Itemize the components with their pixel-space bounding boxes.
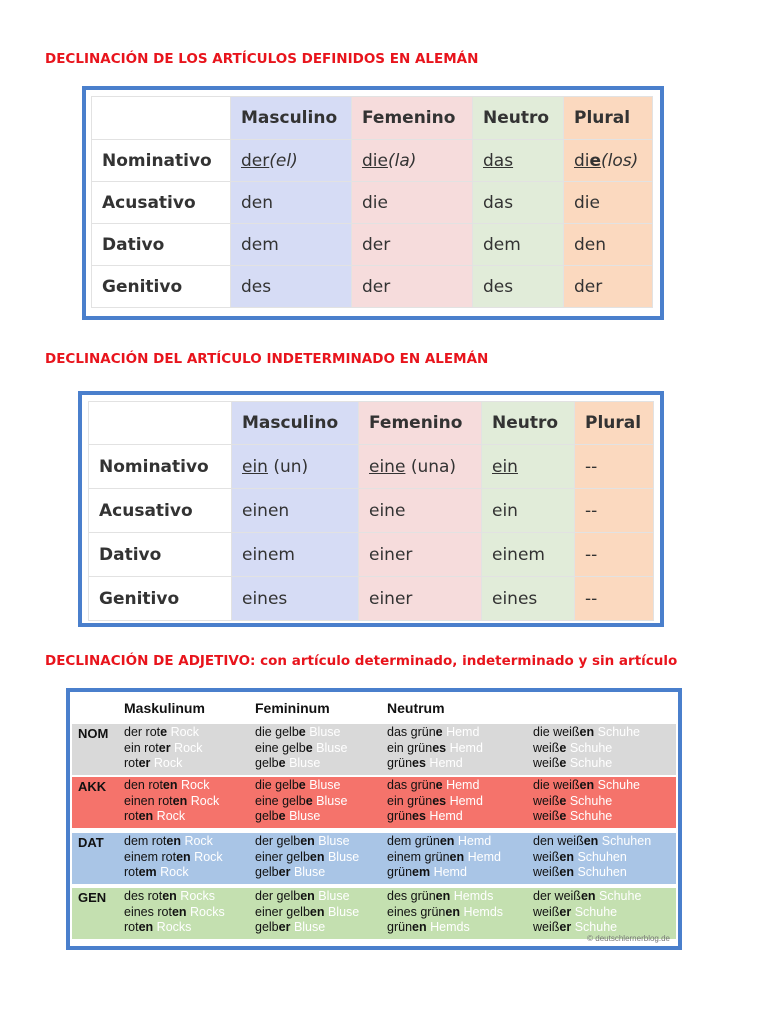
heading-indefinite-article: DECLINACIÓN DEL ARTÍCULO INDETERMINADO EN ALEMÁN bbox=[45, 351, 489, 367]
declension-column bbox=[387, 725, 483, 772]
noun: Schuhen bbox=[574, 865, 627, 879]
declension-column bbox=[255, 889, 359, 936]
cell-neut: ein bbox=[482, 445, 575, 489]
ending: en bbox=[579, 725, 595, 739]
noun: Hemd bbox=[442, 725, 480, 739]
cell-plural: -- bbox=[575, 445, 654, 489]
ending: er bbox=[278, 865, 291, 879]
cell-fem: eine bbox=[359, 489, 482, 533]
declension-column bbox=[255, 778, 347, 825]
header-plural: Plural bbox=[575, 402, 654, 445]
noun: Hemds bbox=[426, 920, 470, 934]
header-femininum: Femininum bbox=[255, 700, 330, 716]
ending: en bbox=[412, 920, 427, 934]
cell-plural: der bbox=[564, 266, 653, 308]
declension-line bbox=[255, 889, 359, 905]
noun: Rock bbox=[177, 778, 210, 792]
copyright-notice: © deutschlernerblog.de bbox=[587, 934, 670, 943]
ending: en bbox=[439, 834, 455, 848]
cell-neut: einem bbox=[482, 533, 575, 577]
article-adjective-stem: weiß bbox=[533, 809, 560, 823]
article-adjective-stem: des grün bbox=[387, 889, 436, 903]
band-nom bbox=[72, 724, 676, 775]
ending: en bbox=[435, 889, 451, 903]
table-row bbox=[89, 533, 654, 577]
noun: Schuhe bbox=[566, 809, 613, 823]
ending: es bbox=[432, 793, 447, 808]
table-row bbox=[92, 182, 653, 224]
declension-column bbox=[533, 778, 640, 825]
ending: en bbox=[162, 889, 177, 903]
declension-line bbox=[124, 920, 225, 936]
noun: Schuhe bbox=[566, 756, 613, 770]
noun: Rock bbox=[170, 740, 203, 755]
noun: Bluse bbox=[305, 778, 341, 792]
declension-column bbox=[387, 834, 501, 881]
cell-neut: ein bbox=[482, 489, 575, 533]
declension-line bbox=[533, 865, 651, 881]
cell-neut: des bbox=[473, 266, 564, 308]
cell-neut: das bbox=[473, 182, 564, 224]
cell-masc: einem bbox=[232, 533, 359, 577]
noun: Schuhe bbox=[566, 793, 613, 808]
declension-line bbox=[387, 725, 483, 741]
declension-column bbox=[533, 889, 641, 936]
noun: Rock bbox=[167, 725, 200, 739]
ending: e bbox=[305, 793, 313, 808]
article-adjective-stem: rot bbox=[124, 809, 139, 823]
ending: er bbox=[559, 920, 572, 934]
case-label: GEN bbox=[78, 890, 107, 905]
header-masculino: Masculino bbox=[231, 97, 352, 140]
declension-line bbox=[533, 809, 640, 825]
ending: en bbox=[172, 793, 188, 808]
declension-column bbox=[124, 778, 219, 825]
cell-fem: einer bbox=[359, 533, 482, 577]
declension-line bbox=[255, 741, 347, 757]
header-masculino: Masculino bbox=[232, 402, 359, 445]
noun: Hemds bbox=[450, 889, 494, 903]
ending: em bbox=[138, 865, 157, 879]
noun: Bluse bbox=[290, 920, 326, 934]
declension-line bbox=[387, 809, 483, 825]
article-adjective-stem: der gelb bbox=[255, 834, 301, 848]
cell-masc: einen bbox=[232, 489, 359, 533]
noun: Schuhe bbox=[594, 778, 641, 792]
declension-line bbox=[124, 865, 223, 881]
heading-adjective-declension: DECLINACIÓN DE ADJETIVO: con artículo determinado, indeterminado y sin artículo bbox=[45, 653, 678, 669]
declension-line bbox=[255, 920, 359, 936]
case-label: DAT bbox=[78, 835, 104, 850]
article-adjective-stem: den rot bbox=[124, 778, 163, 792]
ending: en bbox=[309, 904, 325, 919]
ending: en bbox=[138, 809, 154, 823]
noun: Hemd bbox=[425, 809, 463, 823]
cell-fem: die bbox=[352, 182, 473, 224]
ending: er bbox=[158, 740, 171, 755]
ending: er bbox=[559, 904, 572, 919]
article-adjective-stem: gelb bbox=[255, 756, 279, 770]
declension-column bbox=[533, 725, 640, 772]
noun: Rocks bbox=[176, 889, 216, 903]
declension-column bbox=[533, 834, 651, 881]
noun: Schuhe bbox=[595, 889, 642, 903]
header-neutro: Neutro bbox=[473, 97, 564, 140]
article-adjective-stem: das grün bbox=[387, 778, 436, 792]
article-adjective-stem: grün bbox=[387, 920, 413, 934]
noun: Schuhe bbox=[571, 904, 618, 919]
ending: en bbox=[300, 889, 315, 903]
ending: e bbox=[435, 778, 443, 792]
declension-line bbox=[533, 756, 640, 772]
adjective-declension-table bbox=[72, 694, 676, 944]
noun: Bluse bbox=[290, 865, 326, 879]
ending: en bbox=[176, 849, 191, 864]
declension-line bbox=[387, 865, 501, 881]
article-adjective-stem: einem grün bbox=[387, 849, 450, 864]
noun: Schuhen bbox=[574, 849, 627, 864]
noun: Rocks bbox=[186, 904, 225, 919]
case-label: Dativo bbox=[89, 533, 232, 577]
noun: Bluse bbox=[312, 740, 348, 755]
declension-line bbox=[255, 809, 347, 825]
header-neutro: Neutro bbox=[482, 402, 575, 445]
noun: Hemd bbox=[446, 793, 483, 808]
noun: Bluse bbox=[314, 834, 350, 848]
article-adjective-stem: ein grün bbox=[387, 740, 433, 755]
case-label: Acusativo bbox=[92, 182, 231, 224]
article-adjective-stem: das grün bbox=[387, 725, 436, 739]
ending: en bbox=[138, 920, 154, 934]
table-row bbox=[89, 489, 654, 533]
article-adjective-stem: dem rot bbox=[124, 834, 167, 848]
ending: e bbox=[160, 725, 168, 739]
article-adjective-stem: ein rot bbox=[124, 740, 159, 755]
cell-plural: -- bbox=[575, 489, 654, 533]
declension-line bbox=[124, 778, 219, 794]
declension-line bbox=[387, 756, 483, 772]
article-adjective-stem: ein grün bbox=[387, 793, 433, 808]
noun: Schuhe bbox=[566, 740, 613, 755]
article-adjective-stem: gelb bbox=[255, 865, 279, 879]
corner-cell bbox=[89, 402, 232, 445]
noun: Bluse bbox=[324, 904, 360, 919]
cell-plural: -- bbox=[575, 533, 654, 577]
noun: Rock bbox=[187, 793, 220, 808]
declension-line bbox=[533, 794, 640, 810]
noun: Hemd bbox=[454, 834, 492, 848]
declension-line bbox=[255, 778, 347, 794]
declension-line bbox=[255, 905, 359, 921]
article-adjective-stem: weiß bbox=[533, 865, 560, 879]
header-neutrum: Neutrum bbox=[387, 700, 445, 716]
heading-definite-articles: DECLINACIÓN DE LOS ARTÍCULOS DEFINIDOS EN ALEMÁN bbox=[45, 51, 479, 67]
ending: es bbox=[412, 809, 426, 823]
noun: Hemd bbox=[430, 865, 467, 879]
cell-plural: -- bbox=[575, 577, 654, 621]
article-adjective-stem: einen rot bbox=[124, 793, 173, 808]
article-adjective-stem: eines grün bbox=[387, 904, 446, 919]
ending: en bbox=[580, 889, 596, 903]
noun: Schuhen bbox=[598, 834, 652, 848]
declension-line bbox=[387, 834, 501, 850]
declension-line bbox=[533, 889, 641, 905]
cell-neut: das bbox=[473, 140, 564, 182]
article-adjective-stem: die gelb bbox=[255, 725, 299, 739]
ending: e bbox=[559, 740, 567, 755]
declension-line bbox=[387, 920, 503, 936]
header-femenino: Femenino bbox=[352, 97, 473, 140]
cell-plural: die bbox=[564, 182, 653, 224]
ending: e bbox=[559, 793, 567, 808]
declension-column bbox=[124, 725, 203, 772]
cell-fem: der bbox=[352, 224, 473, 266]
declension-line bbox=[255, 850, 359, 866]
ending: en bbox=[171, 904, 187, 919]
noun: Rock bbox=[190, 849, 223, 864]
declension-line bbox=[387, 741, 483, 757]
declension-line bbox=[387, 905, 503, 921]
cell-masc: den bbox=[231, 182, 352, 224]
article-adjective-stem: der gelb bbox=[255, 889, 301, 903]
case-label: Acusativo bbox=[89, 489, 232, 533]
table-row bbox=[92, 266, 653, 308]
ending: en bbox=[445, 904, 460, 919]
cell-fem: eine (una) bbox=[359, 445, 482, 489]
article-adjective-stem: die gelb bbox=[255, 778, 299, 792]
case-label: Genitivo bbox=[89, 577, 232, 621]
cell-neut: dem bbox=[473, 224, 564, 266]
cell-fem: einer bbox=[359, 577, 482, 621]
ending: en bbox=[166, 834, 181, 848]
noun: Hemd bbox=[425, 756, 463, 770]
case-label: Nominativo bbox=[92, 140, 231, 182]
declension-column bbox=[387, 889, 503, 936]
case-label: Genitivo bbox=[92, 266, 231, 308]
cell-masc: des bbox=[231, 266, 352, 308]
declension-line bbox=[124, 756, 203, 772]
ending: es bbox=[432, 740, 447, 755]
article-adjective-stem: der weiß bbox=[533, 889, 581, 903]
ending: em bbox=[412, 865, 431, 879]
declension-line bbox=[255, 756, 347, 772]
case-label: NOM bbox=[78, 726, 109, 741]
corner-cell bbox=[92, 97, 231, 140]
ending: en bbox=[559, 865, 574, 879]
article-adjective-stem: gelb bbox=[255, 920, 279, 934]
ending: er bbox=[278, 920, 291, 934]
header-maskulinum: Maskulinum bbox=[124, 700, 205, 716]
noun: Bluse bbox=[312, 793, 348, 808]
ending: er bbox=[138, 756, 151, 770]
noun: Hemd bbox=[442, 778, 480, 792]
cell-plural: die(los) bbox=[564, 140, 653, 182]
table-row bbox=[92, 224, 653, 266]
band-dat bbox=[72, 833, 676, 884]
ending: e bbox=[435, 725, 443, 739]
article-adjective-stem: einer gelb bbox=[255, 849, 310, 864]
article-adjective-stem: des rot bbox=[124, 889, 163, 903]
declension-line bbox=[533, 905, 641, 921]
declension-line bbox=[124, 809, 219, 825]
article-adjective-stem: weiß bbox=[533, 756, 560, 770]
noun: Bluse bbox=[314, 889, 350, 903]
declension-line bbox=[255, 725, 347, 741]
ending: e bbox=[278, 809, 286, 823]
ending: en bbox=[300, 834, 315, 848]
declension-line bbox=[533, 741, 640, 757]
declension-line bbox=[387, 850, 501, 866]
declension-line bbox=[124, 905, 225, 921]
ending: es bbox=[412, 756, 426, 770]
declension-column bbox=[255, 725, 347, 772]
declension-line bbox=[533, 778, 640, 794]
article-adjective-stem: eines rot bbox=[124, 904, 172, 919]
article-adjective-stem: der rot bbox=[124, 725, 161, 739]
declension-line bbox=[124, 741, 203, 757]
case-label: Nominativo bbox=[89, 445, 232, 489]
article-adjective-stem: einer gelb bbox=[255, 904, 310, 919]
article-adjective-stem: weiß bbox=[533, 740, 560, 755]
declension-line bbox=[255, 865, 359, 881]
article-adjective-stem: rot bbox=[124, 865, 139, 879]
cell-plural: den bbox=[564, 224, 653, 266]
article-adjective-stem: rot bbox=[124, 920, 139, 934]
declension-line bbox=[255, 794, 347, 810]
indefinite-articles-table bbox=[88, 401, 654, 621]
cell-neut: eines bbox=[482, 577, 575, 621]
cell-fem: der bbox=[352, 266, 473, 308]
article-adjective-stem: gelb bbox=[255, 809, 279, 823]
article-adjective-stem: weiß bbox=[533, 904, 560, 919]
band-gen bbox=[72, 888, 676, 939]
declension-line bbox=[533, 850, 651, 866]
noun: Rock bbox=[180, 834, 213, 848]
table-row bbox=[92, 140, 653, 182]
ending: e bbox=[559, 756, 567, 770]
noun: Schuhe bbox=[594, 725, 641, 739]
declension-column bbox=[255, 834, 359, 881]
table-row bbox=[89, 445, 654, 489]
declension-line bbox=[124, 794, 219, 810]
cell-fem: die(la) bbox=[352, 140, 473, 182]
noun: Schuhe bbox=[571, 920, 618, 934]
declension-column bbox=[387, 778, 483, 825]
header-femenino: Femenino bbox=[359, 402, 482, 445]
article-adjective-stem: weiß bbox=[533, 849, 560, 864]
declension-column bbox=[124, 834, 223, 881]
article-adjective-stem: eine gelb bbox=[255, 740, 306, 755]
cell-masc: der(el) bbox=[231, 140, 352, 182]
article-adjective-stem: grün bbox=[387, 756, 413, 770]
ending: en bbox=[583, 834, 599, 848]
article-adjective-stem: weiß bbox=[533, 793, 560, 808]
ending: en bbox=[559, 849, 574, 864]
noun: Rock bbox=[150, 756, 183, 770]
declension-line bbox=[387, 889, 503, 905]
ending: e bbox=[278, 756, 286, 770]
declension-line bbox=[124, 850, 223, 866]
declension-line bbox=[387, 794, 483, 810]
article-adjective-stem: grün bbox=[387, 809, 413, 823]
noun: Rocks bbox=[153, 920, 192, 934]
declension-line bbox=[255, 834, 359, 850]
case-label: AKK bbox=[78, 779, 107, 794]
ending: en bbox=[162, 778, 178, 792]
ending: en bbox=[309, 849, 325, 864]
article-adjective-stem: den weiß bbox=[533, 834, 584, 848]
article-adjective-stem: die weiß bbox=[533, 725, 580, 739]
declension-line bbox=[387, 778, 483, 794]
declension-line bbox=[533, 725, 640, 741]
noun: Bluse bbox=[305, 725, 341, 739]
cell-masc: dem bbox=[231, 224, 352, 266]
ending: en bbox=[449, 849, 465, 864]
cell-masc: ein (un) bbox=[232, 445, 359, 489]
ending: e bbox=[298, 725, 306, 739]
noun: Hemd bbox=[464, 849, 501, 864]
ending: en bbox=[579, 778, 595, 792]
ending: e bbox=[298, 778, 306, 792]
noun: Bluse bbox=[285, 756, 321, 770]
declension-line bbox=[124, 889, 225, 905]
noun: Rock bbox=[156, 865, 189, 879]
noun: Hemds bbox=[459, 904, 504, 919]
ending: e bbox=[305, 740, 313, 755]
article-adjective-stem: einem rot bbox=[124, 849, 177, 864]
case-label: Dativo bbox=[92, 224, 231, 266]
declension-line bbox=[124, 725, 203, 741]
definite-articles-table bbox=[91, 96, 653, 308]
declension-line bbox=[533, 834, 651, 850]
band-akk bbox=[72, 777, 676, 828]
header-plural: Plural bbox=[564, 97, 653, 140]
noun: Hemd bbox=[446, 740, 483, 755]
cell-masc: eines bbox=[232, 577, 359, 621]
article-adjective-stem: eine gelb bbox=[255, 793, 306, 808]
noun: Bluse bbox=[285, 809, 321, 823]
article-adjective-stem: rot bbox=[124, 756, 139, 770]
ending: e bbox=[559, 809, 567, 823]
article-adjective-stem: dem grün bbox=[387, 834, 440, 848]
noun: Bluse bbox=[324, 849, 360, 864]
declension-line bbox=[124, 834, 223, 850]
article-adjective-stem: die weiß bbox=[533, 778, 580, 792]
declension-column bbox=[124, 889, 225, 936]
article-adjective-stem: weiß bbox=[533, 920, 560, 934]
article-adjective-stem: grün bbox=[387, 865, 413, 879]
table-row bbox=[89, 577, 654, 621]
noun: Rock bbox=[153, 809, 186, 823]
